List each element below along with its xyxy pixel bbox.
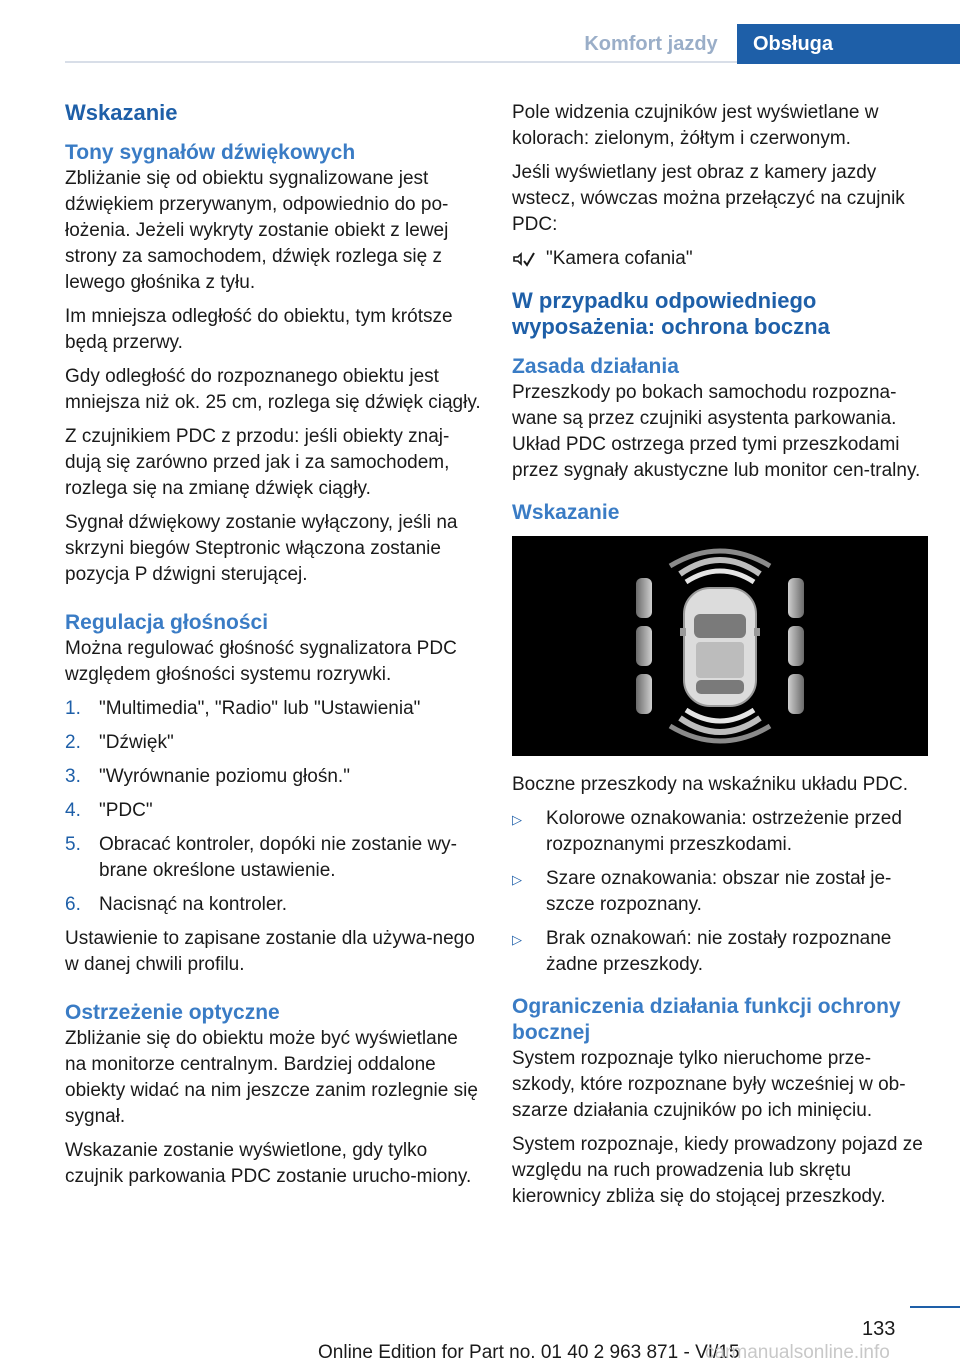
step-number: 3. [65, 766, 81, 787]
list-item [512, 806, 932, 858]
list-item [65, 832, 483, 884]
header-chapter-tab: Obsługa [737, 24, 960, 64]
paragraph: Zbliżanie się do obiektu może być wyświetlane na monitorze centralnym. Bardziej oddalone obiekty widać na nim jeszcze zanim rozlegnie się sygnał. [65, 1028, 478, 1127]
paragraph: System rozpoznaje, kiedy prowadzony pojazd ze względu na ruch prowadzenia lub skrętu kierownicy zbliża się do stojącej przeszkody. [512, 1134, 923, 1207]
bullet-text: Szare oznakowania: obszar nie został je-szcze rozpoznany. [546, 868, 892, 915]
step-text: Nacisnąć na kontroler. [99, 894, 287, 915]
camera-switch-row [512, 246, 932, 272]
marking-list [512, 806, 932, 978]
step-number: 5. [65, 834, 81, 855]
watermark: carmanualsonline.info [705, 1342, 890, 1363]
list-item [512, 926, 932, 978]
triangle-bullet-icon: ▷ [512, 872, 522, 887]
footer-rule [910, 1306, 960, 1308]
page-number: 133 [862, 1318, 896, 1340]
list-item [65, 730, 483, 756]
camera-option-label: "Kamera cofania" [546, 248, 693, 269]
paragraph: Można regulować głośność sygnalizatora PDC względem głośności systemu rozrywki. [65, 638, 457, 685]
paragraph: Z czujnikiem PDC z przodu: jeśli obiekty znaj-dują się zarówno przed jak i za samochodem, rozlega się na zmianę dźwięk ciągły. [65, 426, 450, 499]
bullet-text: Brak oznakowań: nie zostały rozpoznane żadne przeszkody. [546, 928, 892, 975]
pdc-sensor-icon [512, 248, 546, 270]
step-number: 2. [65, 732, 81, 753]
heading-principle: Zasada działania [512, 355, 679, 378]
paragraph: Sygnał dźwiękowy zostanie wyłączony, jeśli na skrzyni biegów Steptronic włączona zostanie pozycja P dźwigni sterującej. [65, 512, 458, 585]
paragraph: Gdy odległość do rozpoznanego obiektu jest mniejsza niż ok. 25 cm, rozlega się dźwięk ciągły. [65, 366, 481, 413]
paragraph: Ustawienie to zapisane zostanie dla używa-nego w danej chwili profilu. [65, 928, 475, 975]
paragraph: System rozpoznaje tylko nieruchome prze-szkody, które rozpoznane były wcześniej w ob-szarze działania czujników po ich minięciu. [512, 1048, 906, 1121]
volume-steps-list [65, 696, 483, 918]
step-text: "Multimedia", "Radio" lub "Ustawienia" [99, 698, 421, 719]
bullet-text: Kolorowe oznakowania: ostrzeżenie przed rozpoznanymi przeszkodami. [546, 808, 902, 855]
list-item [65, 764, 483, 790]
heading-side-protection: W przypadku odpowiedniego wyposażenia: ochrona boczna [512, 288, 830, 339]
paragraph: Jeśli wyświetlany jest obraz z kamery jazdy wstecz, wówczas można przełączyć na czujnik PDC: [512, 162, 905, 235]
paragraph: Im mniejsza odległość do obiektu, tym krótsze będą przerwy. [65, 306, 453, 353]
right-column [512, 100, 932, 1218]
paragraph: Boczne przeszkody na wskaźniku układu PDC. [512, 774, 909, 795]
paragraph: Pole widzenia czujników jest wyświetlane w kolorach: zielonym, żółtym i czerwonym. [512, 102, 879, 149]
step-text: "PDC" [99, 800, 153, 821]
step-text: "Dźwięk" [99, 732, 174, 753]
list-item [65, 892, 483, 918]
paragraph: Zbliżanie się od obiektu sygnalizowane jest dźwiękiem przerywanym, odpowiednio do po-łożenia. Jeżeli wykryty zostanie obiekt z lewej strony za samochodem, dźwięk rozlega się z lewego głośnika z tyłu. [65, 168, 449, 293]
list-item [65, 798, 483, 824]
step-text: "Wyrównanie poziomu głośn." [99, 766, 350, 787]
step-number: 4. [65, 800, 81, 821]
heading-tones: Tony sygnałów dźwiękowych [65, 141, 356, 164]
step-number: 1. [65, 698, 81, 719]
left-column [65, 100, 483, 1198]
heading-indication-right: Wskazanie [512, 501, 620, 524]
triangle-bullet-icon: ▷ [512, 812, 522, 827]
step-text: Obracać kontroler, dopóki nie zostanie wy-brane określone ustawienie. [99, 834, 458, 881]
car-top-view-icon [512, 536, 928, 756]
list-item [512, 866, 932, 918]
list-item [65, 696, 483, 722]
heading-indication: Wskazanie [65, 100, 178, 125]
heading-limits: Ograniczenia działania funkcji ochrony bocznej [512, 995, 901, 1044]
paragraph: Wskazanie zostanie wyświetlone, gdy tylko czujnik parkowania PDC zostanie urucho-miony. [65, 1140, 472, 1187]
triangle-bullet-icon: ▷ [512, 932, 522, 947]
pdc-display-image [512, 536, 928, 756]
step-number: 6. [65, 894, 81, 915]
heading-volume: Regulacja głośności [65, 611, 269, 634]
header-section-title: Komfort jazdy [584, 32, 718, 55]
heading-optical-warning: Ostrzeżenie optyczne [65, 1001, 280, 1024]
footer-edition: Online Edition for Part no. 01 40 2 963 871 - VI/15 [318, 1342, 740, 1363]
paragraph: Przeszkody po bokach samochodu rozpozna-wane są przez czujniki asystenta parkowania. Układ PDC ostrzega przed tymi przeszkodami przez sygnały akustyczne lub monitor cen-tralny. [512, 382, 921, 481]
